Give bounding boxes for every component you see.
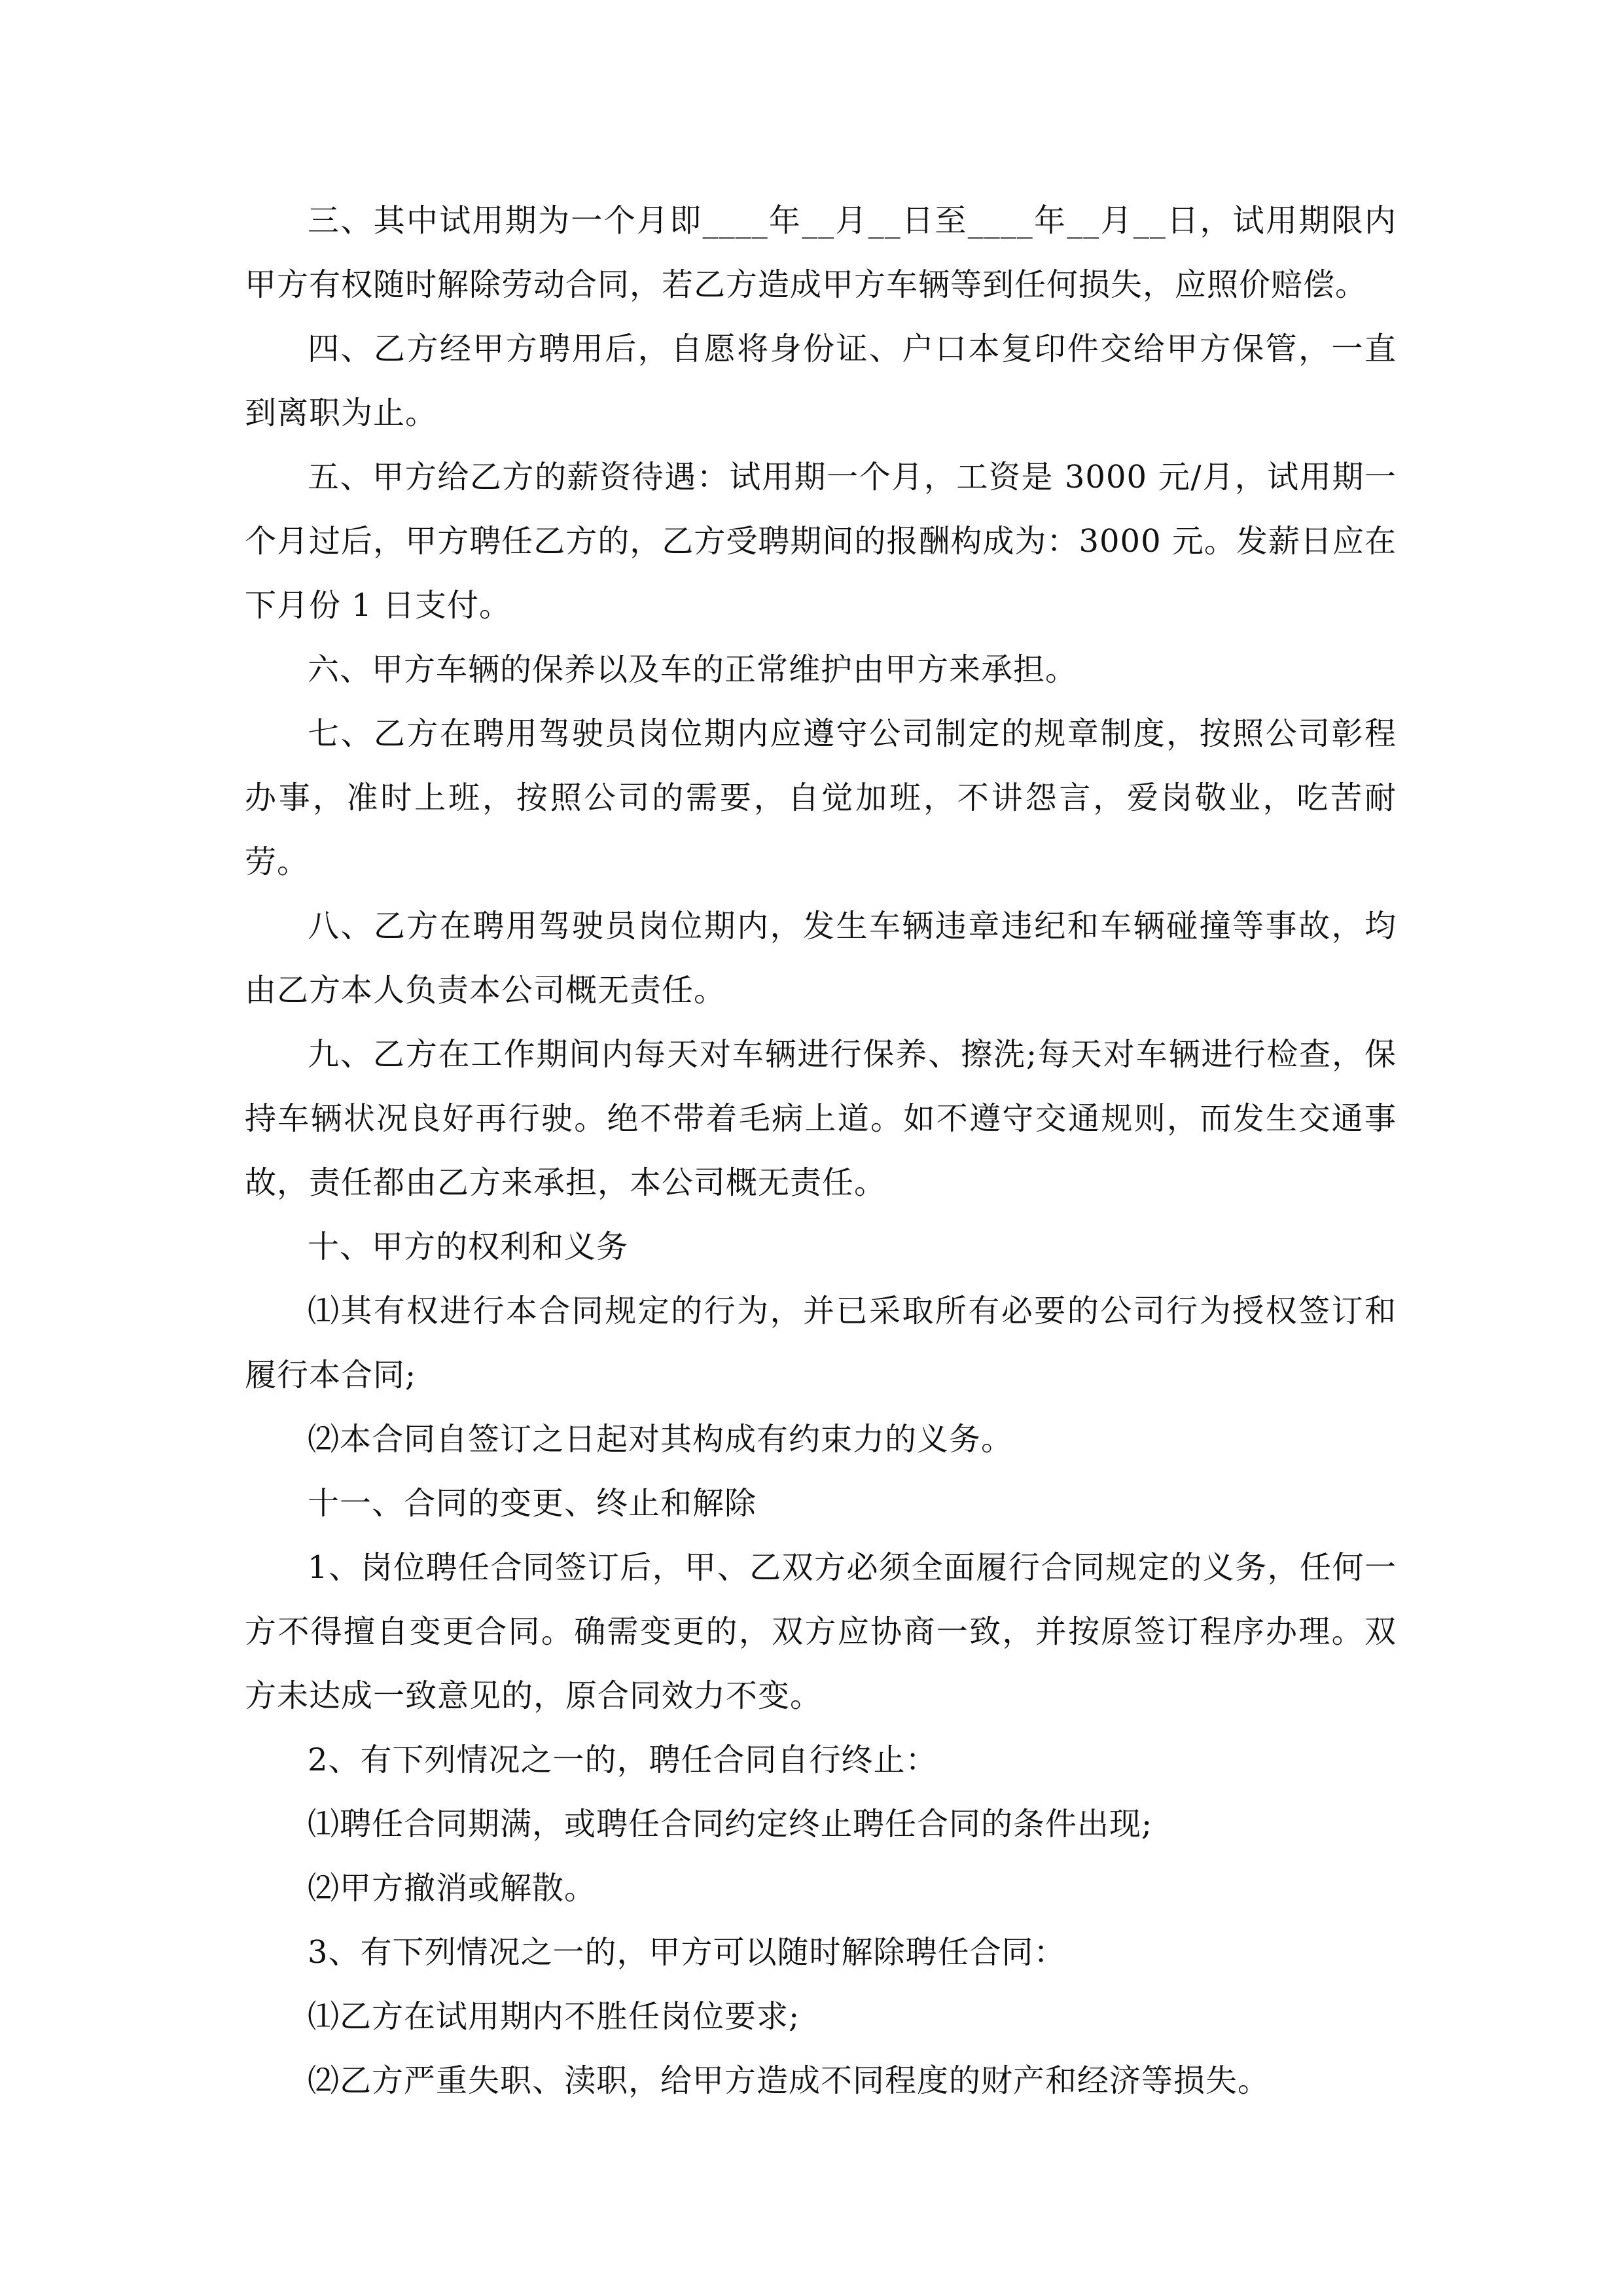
paragraph-accidents: 八、乙方在聘用驾驶员岗位期内，发生车辆违章违纪和车辆碰撞等事故，均由乙方本人负责本公司概无责任。 xyxy=(245,908,1397,1009)
paragraph-auto-termination-1: ⑴聘任合同期满，或聘任合同约定终止聘任合同的条件出现; xyxy=(308,1806,1153,1842)
paragraph-daily-care: 九、乙方在工作期间内每天对车辆进行保养、擦洗;每天对车辆进行检查，保持车辆状况良好再行驶。绝不带着毛病上道。如不遵守交通规则，而发生交通事故，责任都由乙方来承担，本公司概无责任。 xyxy=(245,1036,1397,1201)
paragraph-change: 1、岗位聘任合同签订后，甲、乙双方必须全面履行合同规定的义务，任何一方不得擅自变更合同。确需变更的，双方应协商一致，并按原签订程序办理。双方未达成一致意见的，原合同效力不变。 xyxy=(245,1549,1397,1714)
paragraph-dismissal: 3、有下列情况之一的，甲方可以随时解除聘任合同： xyxy=(308,1934,1066,1971)
document-body xyxy=(245,188,1397,2113)
section-heading-termination: 十一、合同的变更、终止和解除 xyxy=(308,1485,757,1522)
paragraph-auto-termination: 2、有下列情况之一的，聘任合同自行终止： xyxy=(308,1742,938,1778)
paragraph-dismissal-2: ⑵乙方严重失职、渎职，给甲方造成不同程度的财产和经济等损失。 xyxy=(308,2062,1270,2099)
paragraph-rights-2: ⑵本合同自签订之日起对其构成有约束力的义务。 xyxy=(308,1421,1014,1458)
paragraph-auto-termination-2: ⑵甲方撤消或解散。 xyxy=(308,1870,597,1907)
paragraph-vehicle-maintenance: 六、甲方车辆的保养以及车的正常维护由甲方来承担。 xyxy=(308,651,1078,688)
paragraph-probation: 三、其中试用期为一个月即____年__月__日至____年__月__日，试用期限内甲方有权随时解除劳动合同，若乙方造成甲方车辆等到任何损失，应照价赔偿。 xyxy=(245,202,1397,303)
paragraph-dismissal-1: ⑴乙方在试用期内不胜任岗位要求; xyxy=(308,1998,800,2035)
section-heading-rights: 十、甲方的权利和义务 xyxy=(308,1229,629,1265)
paragraph-rules: 七、乙方在聘用驾驶员岗位期内应遵守公司制定的规章制度，按照公司彰程办事，准时上班，按照公司的需要，自觉加班，不讲怨言，爱岗敬业，吃苦耐劳。 xyxy=(245,715,1397,880)
paragraph-id-documents: 四、乙方经甲方聘用后，自愿将身份证、户口本复印件交给甲方保管，一直到离职为止。 xyxy=(245,331,1397,431)
paragraph-rights-1: ⑴其有权进行本合同规定的行为，并已采取所有必要的公司行为授权签订和履行本合同; xyxy=(245,1293,1397,1393)
paragraph-salary: 五、甲方给乙方的薪资待遇：试用期一个月，工资是 3000 元/月，试用期一个月过后，甲方聘任乙方的，乙方受聘期间的报酬构成为：3000 元。发薪日应在下月份 1 日支付。 xyxy=(245,459,1397,624)
